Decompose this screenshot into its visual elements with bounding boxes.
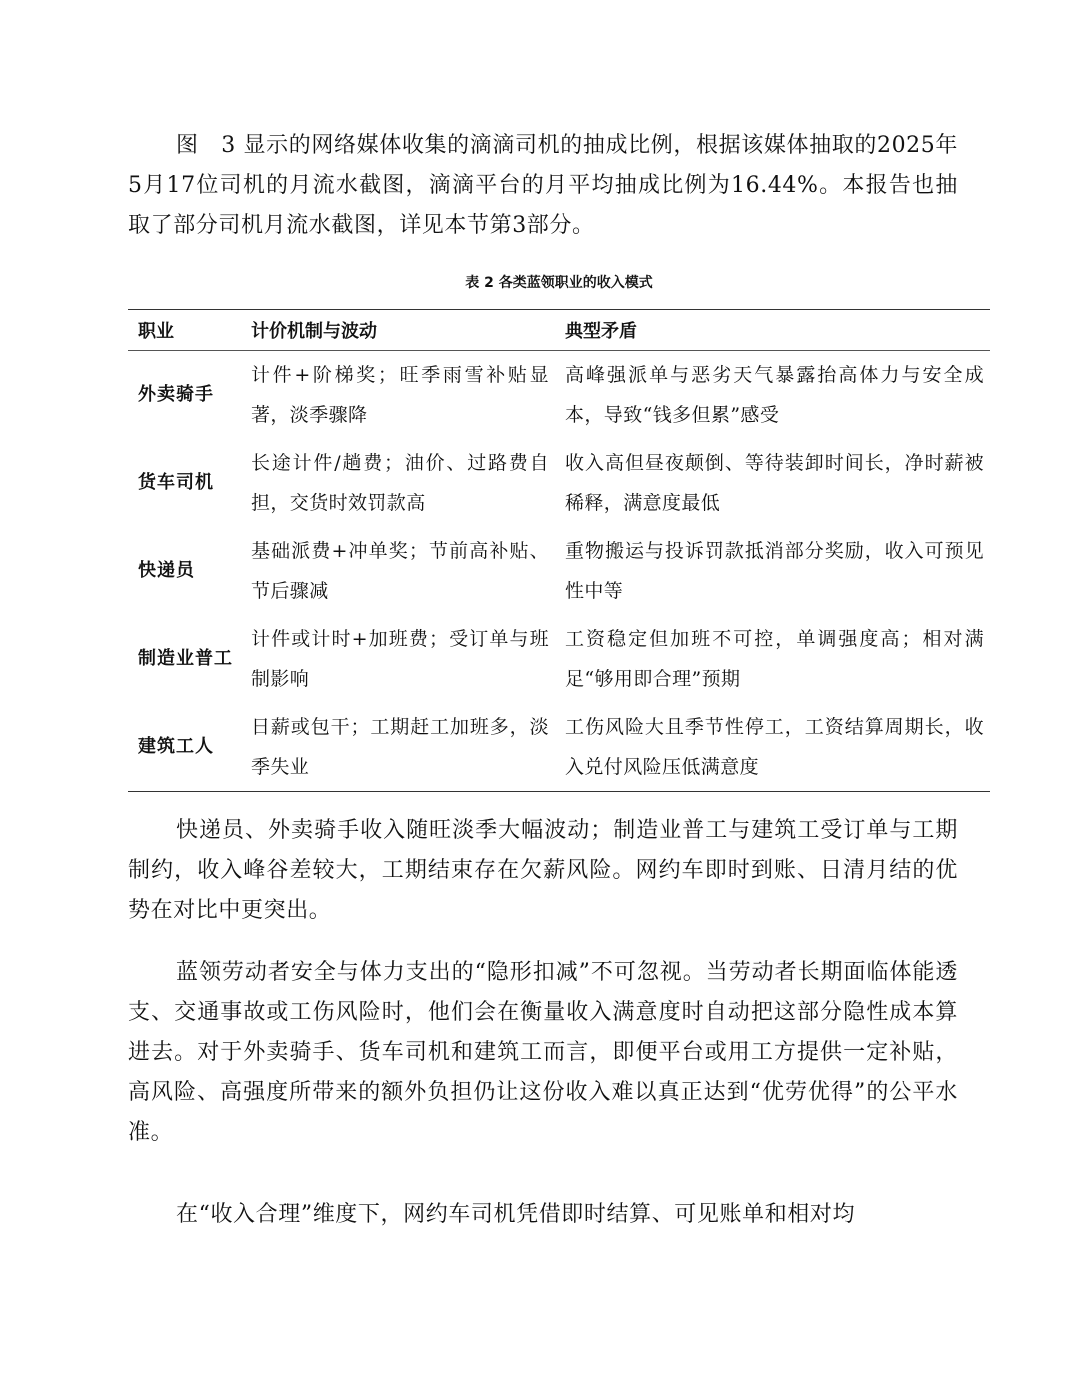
conflict-cell: 工资稳定但加班不可控，单调强度高；相对满足“够用即合理”预期 bbox=[565, 628, 984, 690]
job-cell: 货车司机 bbox=[138, 472, 214, 493]
header-job: 职业 bbox=[138, 321, 174, 342]
body-paragraph-volatility: 快递员、外卖骑手收入随旺淡季大幅波动；制造业普工与建筑工受订单与工期制约，收入峰谷差较大，工期结束存在欠薪风险。网约车即时到账、日清月结的优势在对比中更突出。 bbox=[128, 818, 958, 923]
job-cell: 建筑工人 bbox=[138, 736, 214, 757]
pricing-cell: 计件+阶梯奖；旺季雨雪补贴显著，淡季骤降 bbox=[251, 364, 549, 426]
header-pricing: 计价机制与波动 bbox=[251, 321, 377, 342]
income-mode-table bbox=[128, 309, 990, 792]
header-conflict: 典型矛盾 bbox=[565, 321, 637, 342]
pricing-cell: 日薪或包干；工期赶工加班多，淡季失业 bbox=[251, 716, 549, 778]
job-cell: 快递员 bbox=[138, 560, 195, 581]
table-header-row bbox=[128, 310, 990, 351]
pricing-cell: 计件或计时+加班费；受订单与班制影响 bbox=[251, 628, 549, 690]
intro-paragraph: 图 3 显示的网络媒体收集的滴滴司机的抽成比例，根据该媒体抽取的2025年5月17位司机的月流水截图，滴滴平台的月平均抽成比例为16.44%。本报告也抽取了部分司机月流水截图，详见本节第3部分。 bbox=[128, 133, 958, 238]
conflict-cell: 高峰强派单与恶劣天气暴露抬高体力与安全成本，导致“钱多但累”感受 bbox=[565, 364, 984, 426]
table-row bbox=[128, 351, 990, 440]
table-caption: 表 2 各类蓝领职业的收入模式 bbox=[465, 275, 653, 291]
table-row bbox=[128, 703, 990, 792]
pricing-cell: 基础派费+冲单奖；节前高补贴、节后骤减 bbox=[251, 540, 549, 602]
table-row bbox=[128, 615, 990, 703]
body-paragraph-income-fairness: 在“收入合理”维度下，网约车司机凭借即时结算、可见账单和相对均 bbox=[176, 1202, 856, 1227]
job-cell: 外卖骑手 bbox=[138, 384, 214, 405]
conflict-cell: 收入高但昼夜颠倒、等待装卸时间长，净时薪被稀释，满意度最低 bbox=[565, 452, 984, 514]
job-cell: 制造业普工 bbox=[138, 648, 233, 669]
conflict-cell: 重物搬运与投诉罚款抵消部分奖励，收入可预见性中等 bbox=[565, 540, 984, 602]
body-paragraph-hidden-cost: 蓝领劳动者安全与体力支出的“隐形扣减”不可忽视。当劳动者长期面临体能透支、交通事故或工伤风险时，他们会在衡量收入满意度时自动把这部分隐性成本算进去。对于外卖骑手、货车司机和建筑工而言，即便平台或用工方提供一定补贴，高风险、高强度所带来的额外负担仍让这份收入难以真正达到“优劳优得”的公平水准。 bbox=[128, 960, 958, 1145]
table-row bbox=[128, 439, 990, 527]
table-row bbox=[128, 527, 990, 615]
pricing-cell: 长途计件/趟费；油价、过路费自担，交货时效罚款高 bbox=[251, 452, 549, 514]
conflict-cell: 工伤风险大且季节性停工，工资结算周期长，收入兑付风险压低满意度 bbox=[565, 716, 984, 778]
